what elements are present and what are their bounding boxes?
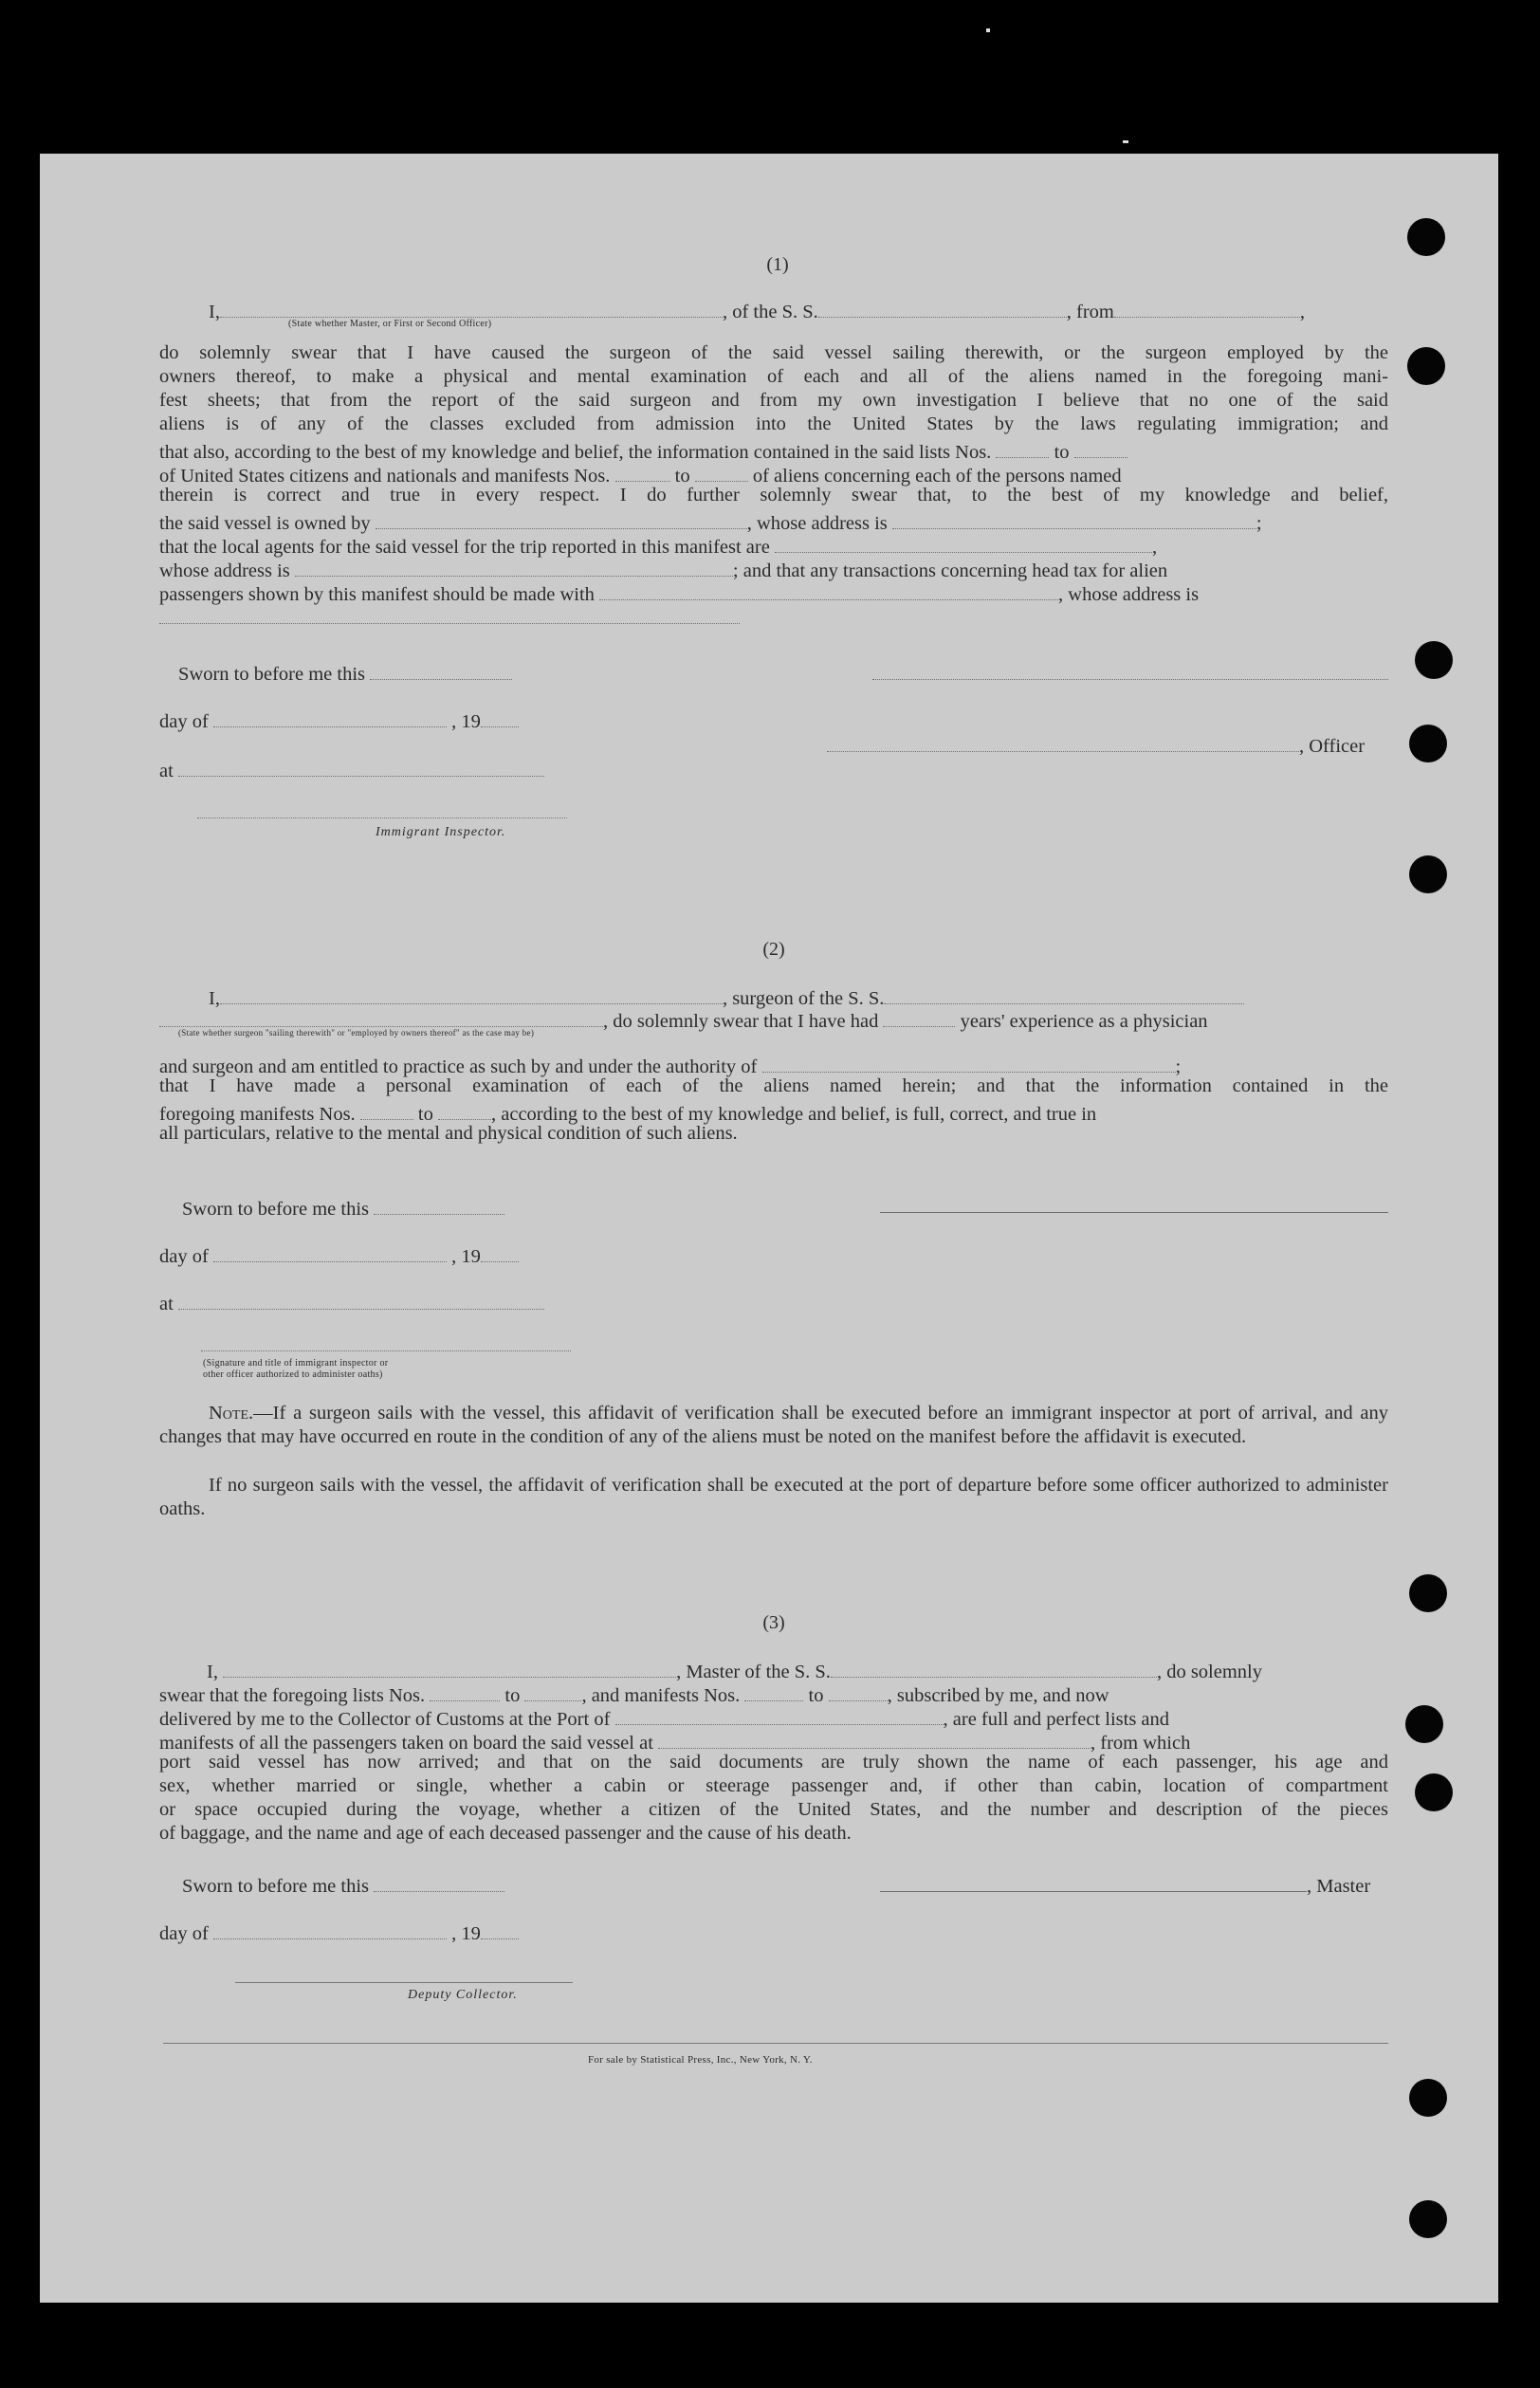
officer-signature-line[interactable] [872,658,1388,680]
punch-hole [1415,641,1453,679]
punch-hole [1407,347,1445,385]
footer-rule [163,2043,1388,2044]
head-tax-agent-field[interactable] [599,579,1058,600]
owner-field[interactable] [376,507,747,529]
section1-line1: I, , of the S. S. , from , [209,296,1388,324]
agent-address-field[interactable] [295,555,733,577]
manifests-from-field[interactable] [360,1098,413,1120]
section3-line4: manifests of all the passengers taken on board the said vessel at , from which [159,1727,1388,1755]
section2-line5: foregoing manifests Nos. to , according to the best of my knowledge and belief, is full, correct, and true in [159,1098,1388,1127]
scan-speck [1123,140,1128,143]
place-field[interactable] [178,1288,544,1310]
authority-field[interactable] [762,1051,1176,1073]
note-paragraph-1: Note.—If a surgeon sails with the vessel, this affidavit of verification shall be executed before an immigrant inspector at port of arrival, and any changes that may have occurred en route in the condition of any of the aliens must be noted on the manifest before the affidavit is executed. [159,1403,1388,1447]
scan-speck [986,28,990,32]
section1-day: day of , 19 [159,706,577,734]
surgeon-name-field[interactable] [220,983,723,1004]
lists-to-field[interactable] [1074,436,1128,458]
years-experience-field[interactable] [883,1005,955,1027]
punch-hole [1409,1574,1447,1612]
section1-owned-line: the said vessel is owned by , whose address is ; [159,507,1388,536]
manifests-to-field[interactable] [438,1098,491,1120]
master-name-field[interactable] [223,1656,676,1678]
section1-body-line: therein is correct and true in every respect. I do further solemnly swear that, to the best of my knowledge and belief, [159,485,1388,505]
section2-caption: (State whether surgeon "sailing therewith" or "employed by owners thereof" as the case may be) [178,1028,535,1038]
manifests-from-field[interactable] [744,1680,803,1701]
section1-number: (1) [766,254,789,275]
master-vessel-field[interactable] [831,1656,1157,1678]
punch-hole [1415,1773,1453,1811]
section3-body-line: or space occupied during the voyage, whether a citizen of the United States, and the number and description of the pieces [159,1799,1388,1820]
deputy-signature-line[interactable] [235,1982,573,1983]
punch-hole [1405,1705,1443,1743]
punch-hole [1409,855,1447,893]
officer-signature-field[interactable] [827,730,1299,752]
punch-hole [1409,2200,1447,2238]
section2-line2: , do solemnly swear that I have had years' experience as a physician [159,1005,1388,1034]
section1-lists-line: that also, according to the best of my knowledge and belief, the information contained in the said lists Nos. to [159,436,1388,465]
punch-hole [1409,725,1447,762]
manifests-from-field[interactable] [615,460,670,482]
inspector-caption: Immigrant Inspector. [376,825,506,839]
section1-agents-line: that the local agents for the said vessel for the trip reported in this manifest are , [159,531,1388,560]
section2-line1: I, , surgeon of the S. S. [209,983,1388,1011]
inspector-signature-line[interactable] [197,817,567,818]
day-field[interactable] [213,1918,447,1939]
departure-port-field[interactable] [1114,296,1300,318]
lists-from-field[interactable] [996,436,1049,458]
section2-day: day of , 19 [159,1240,577,1269]
owner-address-field[interactable] [892,507,1256,529]
vessel-name-field[interactable] [818,296,1067,318]
section1-address-line: whose address is ; and that any transactions concerning head tax for alien [159,555,1388,583]
section1-body-line: do solemnly swear that I have caused the surgeon of the said vessel sailing therewith, or the surgeon employed by the [159,342,1388,363]
punch-hole [1407,218,1445,256]
day-field[interactable] [213,1240,447,1262]
footer-imprint: For sale by Statistical Press, Inc., New York, N. Y. [588,2054,813,2066]
section1-officer-line: , Officer [827,730,1390,759]
port-field[interactable] [615,1703,944,1725]
section2-body-line: all particulars, relative to the mental and physical condition of such aliens. [159,1123,738,1144]
note-label: Note. [209,1403,254,1424]
signature-caption: (Signature and title of immigrant inspector or [203,1358,389,1369]
section3-line2: swear that the foregoing lists Nos. to , and manifests Nos. to , subscribed by me, and now [159,1680,1388,1708]
section1-body-line: aliens is of any of the classes excluded from admission into the United States by the laws regulating immigration; and [159,413,1388,434]
year-field[interactable] [481,1918,519,1939]
section1-at: at [159,755,577,783]
section2-body-line: that I have made a personal examination of each of the aliens named herein; and that the information contained in the [159,1075,1388,1096]
surgeon-signature-line[interactable] [880,1191,1388,1213]
section2-number: (2) [762,939,785,960]
section1-passengers-line: passengers shown by this manifest should be made with , whose address is [159,579,1388,607]
section2-at: at [159,1288,577,1316]
surgeon-vessel-field[interactable] [884,983,1244,1004]
sworn-date-field[interactable] [374,1870,504,1892]
head-tax-address-field[interactable] [159,602,740,624]
sworn-date-field[interactable] [370,658,512,680]
signature-caption: other officer authorized to administer oaths) [203,1369,383,1380]
deputy-caption: Deputy Collector. [408,1988,518,2002]
section3-day: day of , 19 [159,1918,577,1946]
place-field[interactable] [178,755,544,777]
manifests-to-field[interactable] [695,460,748,482]
inspector-signature-line[interactable] [201,1350,571,1351]
punch-hole [1409,2079,1447,2117]
year-field[interactable] [481,1240,519,1262]
section1-manifests-line: of United States citizens and nationals and manifests Nos. to of aliens concerning each of the persons named [159,460,1388,488]
master-signature-field[interactable] [880,1870,1307,1892]
section1-body-line: fest sheets; that from the report of the said surgeon and from my own investigation I believe that no one of the said [159,390,1388,411]
day-field[interactable] [213,706,447,727]
section2-line3: and surgeon and am entitled to practice as such by and under the authority of ; [159,1051,1388,1079]
section3-body-line: sex, whether married or single, whether a cabin or steerage passenger and, if other than cabin, location of compartment [159,1775,1388,1796]
sworn-date-field[interactable] [374,1193,504,1215]
section1-caption: (State whether Master, or First or Second Officer) [288,319,492,329]
section1-sworn: Sworn to before me this [178,658,577,687]
section1-address2-line [159,602,1388,631]
section3-line3: delivered by me to the Collector of Customs at the Port of , are full and perfect lists and [159,1703,1388,1732]
officer-title-field[interactable] [220,296,723,318]
manifests-to-field[interactable] [829,1680,888,1701]
section3-number: (3) [762,1612,785,1633]
section1-body-line: owners thereof, to make a physical and mental examination of each and all of the aliens named in the foregoing mani- [159,366,1388,387]
section3-line1: I, , Master of the S. S. , do solemnly [207,1656,1388,1684]
local-agents-field[interactable] [775,531,1152,553]
lists-to-field[interactable] [524,1680,581,1701]
section3-body-line: port said vessel has now arrived; and that on the said documents are truly shown the name of each passenger, his age and [159,1752,1388,1773]
lists-from-field[interactable] [430,1680,500,1701]
note-paragraph-2: If no surgeon sails with the vessel, the affidavit of verification shall be executed at the port of departure before some officer authorized to administer oaths. [159,1475,1388,1519]
section2-sworn: Sworn to before me this [182,1193,580,1222]
surgeon-status-field[interactable] [159,1005,603,1027]
year-field[interactable] [481,706,519,727]
section3-sworn: Sworn to before me this [182,1870,580,1899]
section3-body-line: of baggage, and the name and age of each deceased passenger and the cause of his death. [159,1823,852,1844]
section3-master-line: , Master [880,1870,1388,1899]
embarkation-port-field[interactable] [658,1727,1091,1749]
